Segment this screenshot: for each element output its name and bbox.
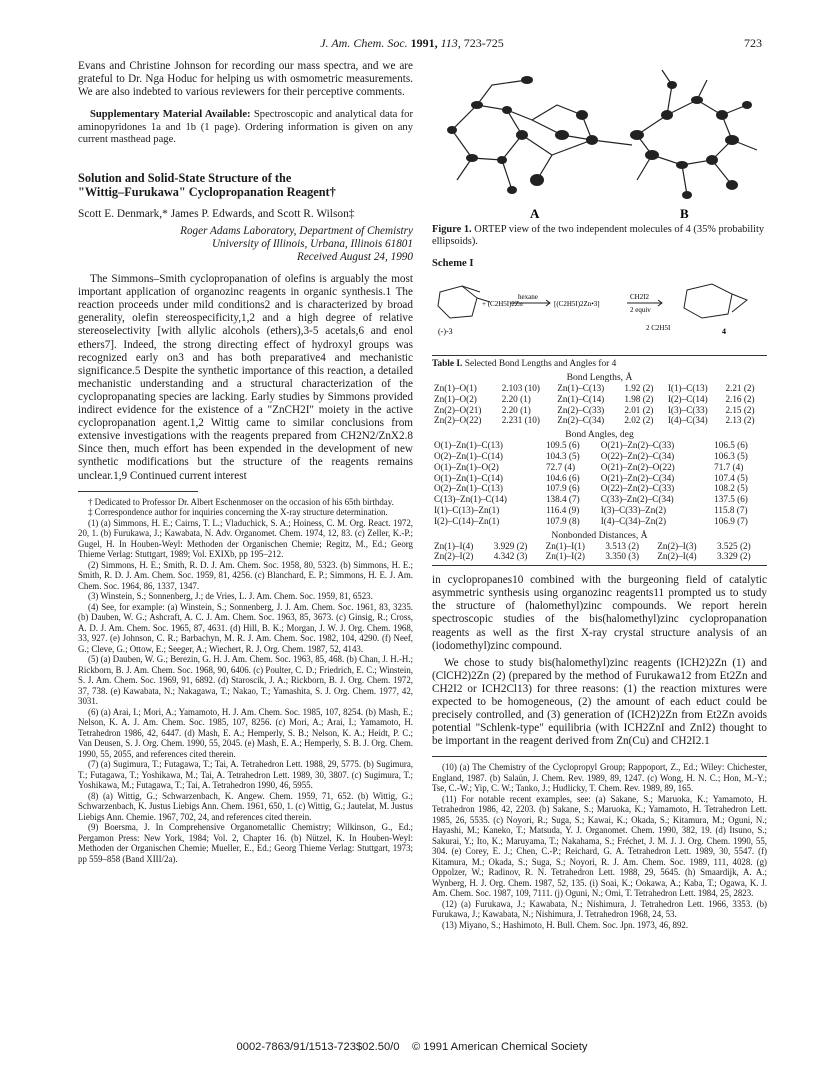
table-row <box>432 494 767 505</box>
footnote: (9) Boersma, J. In Comprehensive Organometallic Chemistry; Wilkinson, G., Ed.; Pergamon Press: New York, 1984; Vol. 2, Chapter 16. (b) Nützel, K. In Houben-Weyl: Methoden der Organischen Chemie; Mueller, E., Ed.; Georg Thieme Verlag: Stuttgart, 1973; pp 559–858 (Band XIII/2a). <box>78 822 413 864</box>
table-cell: 3.513 (2) <box>605 540 640 551</box>
table-cell: Zn(2)–C(34) <box>557 415 605 426</box>
footnotes-left <box>78 497 413 865</box>
table-cell: 72.7 (4) <box>545 461 576 472</box>
scheme-diagram <box>432 272 767 338</box>
table-cell: O(2)–Zn(1)–C(13) <box>434 483 503 494</box>
table-cell: 3.929 (2) <box>493 540 528 551</box>
table-cell: Zn(2)–I(3) <box>657 540 697 551</box>
affiliation: Roger Adams Laboratory, Department of Chemistry University of Illinois, Urbana, Illinois 61801 Received August 24, 1990 <box>180 224 413 263</box>
article-title: Solution and Solid-State Structure of the "Wittig–Furukawa" Cyclopropanation Reagent† <box>78 170 336 199</box>
bond-angles-table <box>432 440 767 526</box>
table-cell: I(2)–C(14) <box>667 393 708 404</box>
table-cell: 3.329 (2) <box>716 551 751 562</box>
footnote-divider <box>78 491 198 492</box>
page-footer: 0002-7863/91/1513-723$02.50/0 © 1991 American Chemical Society <box>236 1041 588 1053</box>
footnote: (2) Simmons, H. E.; Smith, R. D. J. Am. Chem. Soc. 1958, 80, 5323. (b) Simmons, H. E.; Smith, R. D. J. Am. Chem. Soc. 1959, 81, 4256. (c) Blanchard, E. P.; Simmons, H. E. J. Am. Chem. Soc. 1964, 86, 1337, 1347. <box>78 559 413 591</box>
table-cell: O(1)–Zn(1)–C(13) <box>434 440 503 451</box>
table-row <box>432 394 767 405</box>
table-cell: 2.231 (10) <box>501 415 540 426</box>
table-cell: 1.92 (2) <box>624 383 654 393</box>
table-cell: 109.5 (6) <box>545 440 580 451</box>
table-row <box>432 473 767 484</box>
table-cell: Zn(2)–O(22) <box>434 415 482 426</box>
table-cell: 2.20 (1) <box>501 393 531 404</box>
table-cell: O(1)–Zn(1)–C(14) <box>434 472 503 483</box>
table-row <box>432 405 767 416</box>
table-cell: O(22)–Zn(2)–C(34) <box>600 450 675 461</box>
table-cell: Zn(1)–I(2) <box>545 551 585 562</box>
table-cell: 137.5 (6) <box>714 494 748 505</box>
table-cell: 106.3 (5) <box>714 450 748 461</box>
table-end-rule <box>432 565 767 566</box>
table-cell: 4.342 (3) <box>493 551 528 562</box>
footnotes-right <box>432 762 767 930</box>
table-row <box>432 516 767 527</box>
scheme-intermediate: [(C2H5I)2Zn•3] <box>554 300 600 308</box>
body-paragraph-2: in cyclopropanes10 combined with the burgeoning field of catalytic asymmetric synthesis using organozinc reagents11 prompted us to study the structure of (halomethyl)zinc compounds. We report herein spectroscopic studies of the bis(halomethyl)zinc cyclopropanation reagents as well as the first X-ray crystal structure analysis of an (iodomethyl)zinc compound. <box>432 574 767 652</box>
table-cell: 138.4 (7) <box>545 494 580 505</box>
intro-paragraph: The Simmons–Smith cyclopropanation of olefins is arguably the most important application of organozinc reagents in organic synthesis.1 The reaction proceeds under mild conditions2 and is characterized by broad generality, olefin stereospecificity,1,2 and a high degree of relative stereoselectivity [with allylic alcohols (ethers),3-5 acetals,6 and enol ethers7]. Indeed, the strong directing effect of hydroxyl groups was recognized early on3 and has both preparative4 and mechanistic significance.5 Despite the synthetic importance of this reaction, a detailed mechanistic understanding and a structural characterization of the cyclopropanating species are lacking. Early studies by Simmons provided indirect evidence for the existence of a "ZnCH2I" moiety in the active cyclopropanation agent.1,2 Wittig came to similar conclusions from extensive investigations with the reagents prepared from CH2N2/ZnX2.8 Since then, much effort has been expended in the development of new synthetic modifications but the structure of the reagents remains unclear.1,9 Continued current interest <box>78 273 413 482</box>
page-number: 723 <box>744 36 762 50</box>
molecule-b-label: B <box>680 206 689 220</box>
supplementary-material: Supplementary Material Available: Spectroscopic and analytical data for aminopyridones 1a and 1b (1 page). Ordering information is given on any current masthead page. <box>78 109 413 146</box>
scheme-start-label: (-)-3 <box>438 327 453 336</box>
ortep-figure <box>432 60 767 220</box>
table-cell: O(22)–Zn(2)–C(33) <box>600 483 675 494</box>
table-cell: 1.98 (2) <box>624 393 654 404</box>
table-row <box>432 551 767 562</box>
nonbonded-heading: Nonbonded Distances, Å <box>551 529 648 541</box>
table-cell: Zn(2)–O(21) <box>434 404 482 415</box>
footnote: † Dedicated to Professor Dr. Albert Eschenmoser on the occasion of his 65th birthday. <box>88 496 394 507</box>
footnote: (1) (a) Simmons, H. E.; Cairns, T. L.; Vladuchick, S. A.; Hoiness, C. M. Org. React. 1972, 20, 1. (b) Furukawa, J.; Kawabata, N. Adv. Organomet. Chem. 1974, 12, 83. (c) Zeller, K.-P.; Gugel, H. In Houben-Weyl: Methoden der Organischen Chemie; Regitz, M., Ed.; Georg Thieme Verlag: Stuttgart, 1989; Vol. EXIXb, pp 195–212. <box>78 517 413 560</box>
footnote: (7) (a) Sugimura, T.; Futagawa, T.; Tai, A. Tetrahedron Lett. 1988, 29, 5775. (b) Sugimura, T.; Futagawa, T.; Yoshikawa, M.; Tai, A. Tetrahedron Lett. 1989, 30, 3807. (c) Sugimura, T.; Yoshikawa, M.; Futagawa, T.; Tai, A. Tetrahedron 1990, 46, 5955. <box>78 759 413 791</box>
table-cell: 107.9 (8) <box>545 515 580 526</box>
table-cell: O(1)–Zn(1)–O(2) <box>434 461 499 472</box>
table-row <box>432 383 767 394</box>
table-cell: Zn(2)–I(2) <box>434 551 474 562</box>
scheme-hexane: hexane <box>518 293 538 301</box>
table-row <box>432 451 767 462</box>
table-row <box>432 483 767 494</box>
table-cell: O(21)–Zn(2)–C(33) <box>600 440 675 451</box>
footnote: (3) Winstein, S.; Sonnenberg, J.; de Vries, L. J. Am. Chem. Soc. 1959, 81, 6523. <box>88 591 373 602</box>
table-cell: 3.350 (3) <box>605 551 640 562</box>
footnote: (13) Miyano, S.; Hashimoto, H. Bull. Chem. Soc. Jpn. 1973, 46, 892. <box>442 919 689 930</box>
table-cell: 2.01 (2) <box>624 404 654 415</box>
footnote: ‡ Correspondence author for inquiries concerning the X-ray structure determination. <box>88 507 388 518</box>
table-cell: 106.5 (6) <box>714 440 748 451</box>
table-cell: O(2)–Zn(1)–C(14) <box>434 450 503 461</box>
footnote: (10) (a) The Chemistry of the Cyclopropyl Group; Rappoport, Z., Ed.; Wiley: Chichester, England, 1987. (b) Salaün, J. Chem. Rev. 1989, 89, 1247. (c) Wong, H. N. C.; Hon, M.-Y.; Tse, C.-W.; Yip, C. W.; Tanko, J.; Hudlicky, T. Chem. Rev. 1989, 89, 165. <box>432 762 767 794</box>
scheme-equiv: 2 equiv <box>630 306 651 314</box>
bond-angles-heading: Bond Angles, deg <box>565 429 634 441</box>
table-cell: 104.6 (6) <box>545 472 580 483</box>
table-cell: 104.3 (5) <box>545 450 580 461</box>
molecule-a-label: A <box>530 206 540 220</box>
ortep-drawing <box>432 60 767 220</box>
table-cell: 107.4 (5) <box>714 472 748 483</box>
table-cell: C(13)–Zn(1)–C(14) <box>434 494 507 505</box>
footnote: (6) (a) Arai, I.; Mori, A.; Yamamoto, H. J. Am. Chem. Soc. 1985, 107, 8254. (b) Mash, E.; Nelson, K. A. J. Am. Chem. Soc. 1985, 107, 8256. (c) Mori, A.; Arai, I.; Yamamoto, H. Tetrahedron 1986, 42, 6447. (d) Mash, E. A.; Hemperly, S. B.; Nelson, K. A.; Heidt, P. C.; Van Deusen, S. J. Org. Chem. 1990, 55, 2045. (e) Mash, E. A.; Hemperly, S. B. J. Org. Chem. 1990, 55, 2055, and references cited therein. <box>78 706 413 759</box>
footnote: (4) See, for example: (a) Winstein, S.; Sonnenberg, J. J. Am. Chem. Soc. 1961, 83, 3235. (b) Dauben, W. G.; Ashcraft, A. C. J. Am. Chem. Soc. 1963, 85, 3673. (c) Ginsig, R.; Cross, A. D. J. Am. Chem. Soc. 1965, 87, 4631. (d) Hill, B. K.; Morgan, J. W. J. Org. Chem. 1968, 33, 927. (e) Johnson, C. R.; Barbachyn, M. R. J. Am. Chem. Soc. 1982, 104, 4290. (f) Neef, G.; Cleve, G.; Ottow, E.; Seeger, A.; Wiechert, R. J. Org. Chem. 1987, 52, 4143. <box>78 601 413 654</box>
scheme-label: Scheme I <box>432 258 474 269</box>
table-cell: O(21)–Zn(2)–C(34) <box>600 472 675 483</box>
table-cell: Zn(1)–C(14) <box>557 393 605 404</box>
bond-lengths-table <box>432 383 767 426</box>
table-cell: 116.4 (9) <box>545 504 580 515</box>
footnote: (5) (a) Dauben, W. G.; Berezin, G. H. J. Am. Chem. Soc. 1963, 85, 468. (b) Chan, J. H.-H.; Rickborn, B. J. Am. Chem. Soc. 1968, 90, 6406. (c) Poulter, C. D.; Friedrich, E. C.; Winstein, S. J. Am. Chem. Soc. 1969, 91, 6892. (d) Staroscik, J. A.; Rickborn, B. J. Org. Chem. 1972, 37, 738. (e) Kawabata, N.; Nakagawa, T.; Nakao, T.; Yamashita, S. J. Org. Chem. 1977, 42, 3031. <box>78 654 413 707</box>
table-cell: 115.8 (7) <box>714 504 748 515</box>
scheme-byproduct: 2 C2H5I <box>646 324 671 332</box>
table-cell: C(33)–Zn(2)–C(34) <box>600 494 674 505</box>
table-cell: 3.525 (2) <box>716 540 751 551</box>
table-cell: Zn(1)–O(2) <box>434 393 477 404</box>
table-cell: O(21)–Zn(2)–O(22) <box>600 461 675 472</box>
scheme-reagent: + (C2H5I)2Zn <box>482 300 523 308</box>
nonbonded-table <box>432 541 767 563</box>
table-row <box>432 541 767 552</box>
table-row <box>432 415 767 426</box>
table-cell: 2.20 (1) <box>501 404 531 415</box>
acknowledgment: Evans and Christine Johnson for recording our mass spectra, and we are grateful to Dr. Nga Hoduc for helping us with osmometric measurements. We are also indebted to various reviewers for their perceptive comments. <box>78 60 413 99</box>
table-cell: Zn(1)–I(1) <box>545 540 585 551</box>
table-cell: I(3)–C(33) <box>667 404 708 415</box>
table-cell: Zn(1)–O(1) <box>434 383 477 393</box>
scheme-product-label: 4 <box>722 327 726 336</box>
journal-citation: J. Am. Chem. Soc. 1991, 113, 723-725 <box>320 36 504 50</box>
running-header <box>0 36 824 52</box>
table-cell: 108.2 (5) <box>714 483 748 494</box>
table-cell: I(4)–C(34)–Zn(2) <box>600 515 667 526</box>
scheme-ch2i2: CH2I2 <box>630 293 650 301</box>
right-column <box>432 60 767 930</box>
table-row <box>432 505 767 516</box>
table-cell: I(2)–C(14)–Zn(1) <box>434 515 500 526</box>
table-cell: I(1)–C(13) <box>667 383 708 393</box>
footnote: (12) (a) Furukawa, J.; Kawabata, N.; Nishimura, J. Tetrahedron Lett. 1966, 3353. (b) Furukawa, J.; Kawabata, N.; Nishimura, J. Tetrahedron 1968, 24, 53. <box>432 898 767 920</box>
table-cell: I(3)–C(33)–Zn(2) <box>600 504 667 515</box>
table-cell: 2.13 (2) <box>725 415 755 426</box>
figure-caption: Figure 1. ORTEP view of the two independent molecules of 4 (35% probability ellipsoids). <box>432 224 765 247</box>
table-cell: Zn(2)–C(33) <box>557 404 605 415</box>
table-row <box>432 440 767 451</box>
table-cell: Zn(1)–C(13) <box>557 383 605 393</box>
table-title: Table I. Selected Bond Lengths and Angles for 4 <box>432 355 767 369</box>
table-cell: 2.16 (2) <box>725 393 755 404</box>
table-cell: Zn(1)–I(4) <box>434 540 474 551</box>
table-cell: I(4)–C(34) <box>667 415 708 426</box>
table-cell: 2.15 (2) <box>725 404 755 415</box>
table-cell: Zn(2)–I(4) <box>657 551 697 562</box>
left-column <box>78 60 413 864</box>
table-cell: 106.9 (7) <box>714 515 748 526</box>
table-cell: 107.9 (6) <box>545 483 580 494</box>
authors: Scott E. Denmark,* James P. Edwards, and Scott R. Wilson‡ <box>78 207 355 220</box>
table-cell: I(1)–C(13)–Zn(1) <box>434 504 500 515</box>
footnote: (8) (a) Wittig, G.; Schwarzenbach, K. Angew. Chem. 1959, 71, 652. (b) Wittig, G.; Schwarzenbach, K. Justus Liebigs Ann. Chem. 1961, 650, 1. (c) Wittig, G.; Jautelat, M. Justus Liebigs Ann. Chemie. 1967, 702, 24, and references cited therein. <box>78 790 413 822</box>
table-cell: 2.103 (10) <box>501 383 540 393</box>
table-cell: 71.7 (4) <box>714 461 744 472</box>
table-cell: 2.02 (2) <box>624 415 654 426</box>
bond-lengths-heading: Bond Lengths, Å <box>566 372 633 383</box>
table-row <box>432 462 767 473</box>
table-cell: 2.21 (2) <box>725 383 755 393</box>
footnote-divider-right <box>432 756 767 757</box>
body-paragraph-3: We chose to study bis(halomethyl)zinc reagents (ICH2)2Zn (1) and (ClCH2)2Zn (2) (prepared by the method of Furukawa12 from Et2Zn and CH2I2 or ICH2Cl13) for three reasons: (1) the reaction mixtures were expected to be homogeneous, (2) the amount of each educt could be precisely controlled, and (3) generation of (ICH2)2Zn from Et2Zn avoids potential "Schlenk-type" equilibria (with ICH2ZnI and ZnI2) thought to be important in the reagent derived from Zn(Cu) and CH2I2.1 <box>432 656 767 748</box>
footnote: (11) For notable recent examples, see: (a) Sakane, S.; Maruoka, K.; Yamamoto, H. Tetrahedron 1986, 42, 2203. (b) Sakane, S.; Maruoka, K.; Yamamoto, H. Tetrahedron Lett. 1985, 26, 5535. (c) Noyori, R.; Suga, S.; Kawai, K.; Okada, S.; Kitamura, M.; Oguni, N.; Hayashi, M.; Kaneko, T.; Matsuda, Y. J. Organomet. Chem. 1990, 382, 19. (d) Itsuno, S.; Sakurai, Y.; Ito, K.; Maruyama, T.; Nakahama, S.; Fréchet, J. M. J. J. Org. Chem. 1990, 55, 304. (e) Corey, E. J.; Chen, C.-P.; Reichard, G. A. Tetrahedron Lett. 1989, 30, 5547. (f) Kitamura, M.; Okada, S.; Suga, S.; Noyori, R. J. Am. Chem. Soc. 1989, 111, 4028. (g) Oppolzer, W.; Radinov, R. N. Tetrahedron Lett. 1988, 29, 5645. (h) Smaardijk, A. A.; Wynberg, H. J. Org. Chem. 1987, 52, 135. (i) Soai, K.; Ookawa, A.; Kaba, T.; Ogawa, K. J. Am. Chem. Soc. 1987, 109, 7111. (j) Oguni, N.; Omi, T. Tetrahedron Lett. 1984, 25, 2823. <box>432 793 767 899</box>
